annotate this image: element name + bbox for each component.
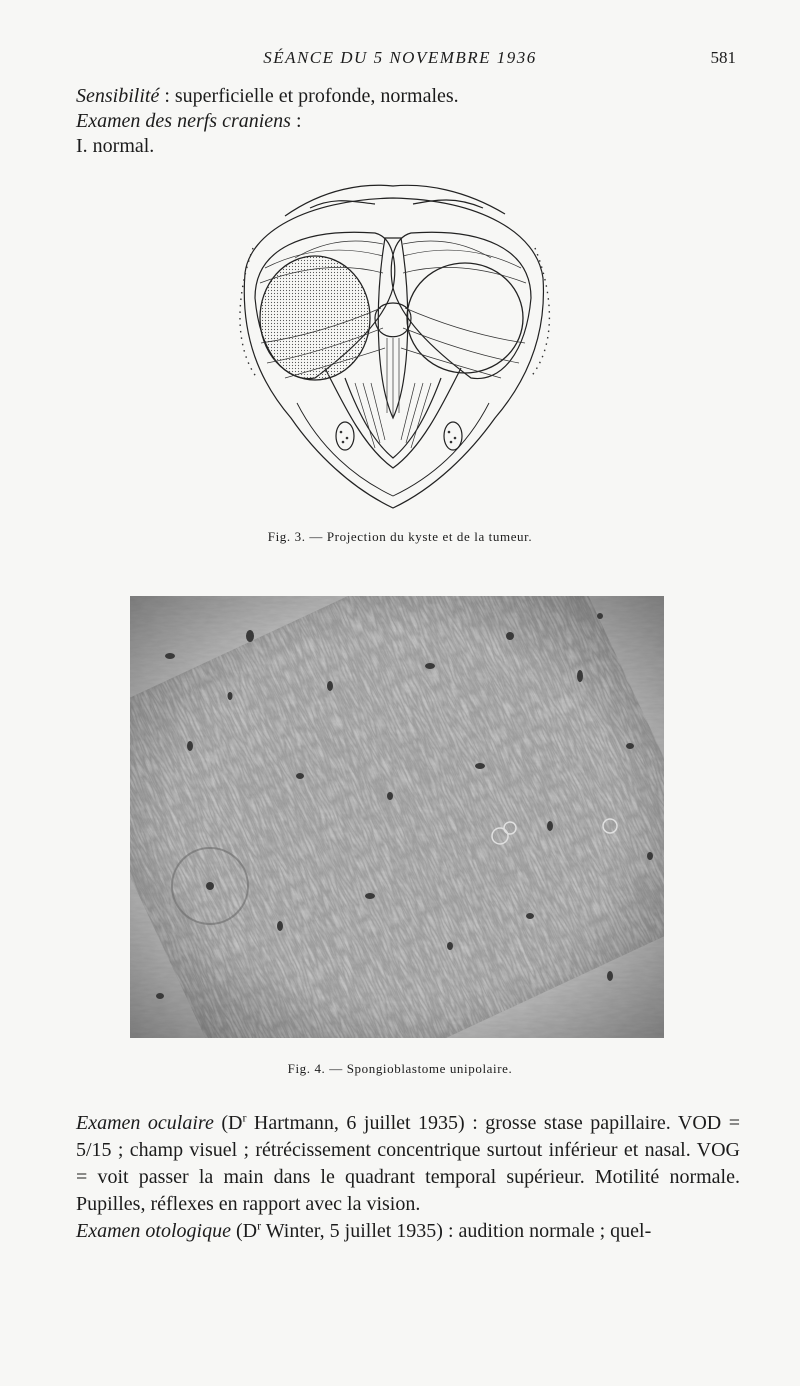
- paragraph-examen-oculaire: [76, 1110, 740, 1218]
- examen-otologique-dr: (D: [235, 1220, 258, 1242]
- intro-block: [76, 84, 736, 159]
- examen-oculaire-dr: (D: [221, 1112, 243, 1134]
- examen-nerfs-label: Examen des nerfs craniens: [76, 110, 291, 132]
- running-head: SÉANCE DU 5 NOVEMBRE 1936: [263, 48, 537, 67]
- examen-oculaire-label: Examen oculaire: [76, 1112, 214, 1134]
- figure-4-micrograph: [130, 596, 664, 1038]
- page-number: 581: [710, 48, 736, 67]
- figure-4-caption: Fig. 4. — Spongioblastome unipolaire.: [287, 1061, 513, 1076]
- intro-line-examen-nerfs: [76, 109, 736, 134]
- figure-3-drawing: [225, 178, 561, 520]
- intro-line-nerf-1: I. normal.: [76, 135, 155, 157]
- paragraph-examen-otologique: [76, 1218, 740, 1245]
- examen-otologique-dr-sup: r: [257, 1218, 262, 1233]
- examen-otologique-label: Examen otologique: [76, 1220, 231, 1242]
- examen-oculaire-dr-sup: r: [242, 1110, 247, 1125]
- figure-3-caption: Fig. 3. — Projection du kyste et de la tumeur.: [267, 529, 533, 544]
- sensibilite-text: : superficielle et profonde, normales.: [159, 85, 459, 107]
- intro-line-sensibilite: [76, 84, 736, 109]
- page-header: [0, 48, 800, 72]
- body-text: [76, 1110, 740, 1245]
- sensibilite-label: Sensibilité: [76, 85, 160, 107]
- cerebellum-projection-drawing: [225, 178, 561, 520]
- examen-nerfs-text: :: [290, 110, 302, 132]
- examen-oculaire-text: Hartmann, 6 juillet 1935) : grosse stase papillaire. VOD = 5/15 ; champ visuel ; rétrécissement concentrique surtout inférieur et nasal. VOG = voit passer la main dans le quadrant temporal supérieur. Motilité normale. Pupilles, réflexes en rapport avec la vision.: [76, 1112, 741, 1215]
- examen-otologique-text: Winter, 5 juillet 1935) : audition normale ; quel-: [261, 1220, 652, 1242]
- micrograph-image: [130, 596, 664, 1038]
